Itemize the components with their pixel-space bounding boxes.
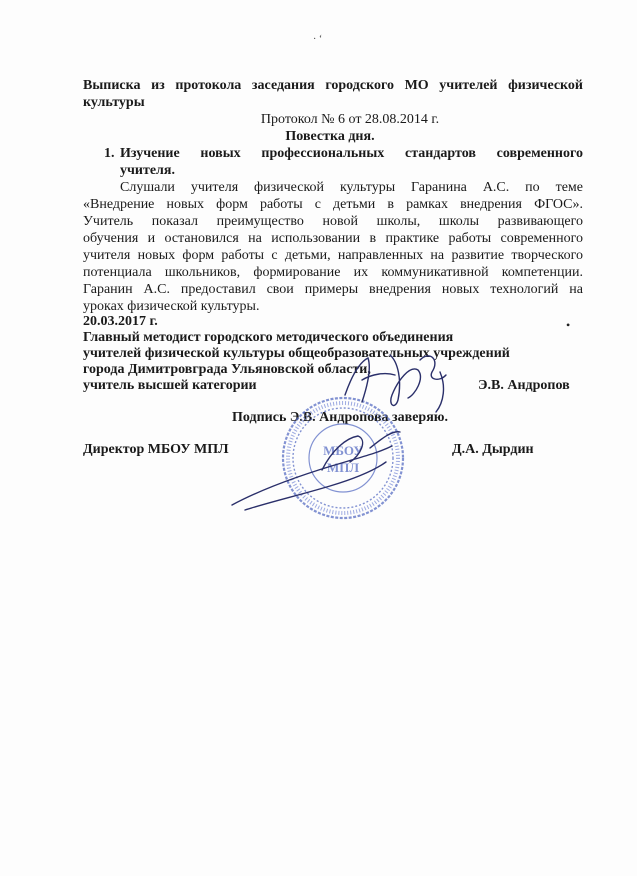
header-line-2: культуры: [83, 95, 145, 110]
scan-speck: •: [566, 318, 571, 332]
body-line: Слушали учителя физической культуры Гаранина А.С. по теме: [120, 180, 583, 195]
director-name: Д.А. Дырдин: [452, 442, 534, 457]
certification-text: Подпись Э.В. Андропова заверяю.: [232, 410, 448, 425]
scan-speck: · ‘: [313, 34, 323, 45]
signatory-line-3: города Димитровграда Ульяновской области,: [83, 362, 371, 377]
header-line-1: Выписка из протокола заседания городского МО учителей физической: [83, 78, 583, 93]
document-date: 20.03.2017 г.: [83, 314, 158, 329]
agenda-title: Повестка дня.: [285, 129, 375, 144]
agenda-item-line-2: учителя.: [120, 163, 175, 178]
signatory-line-2: учителей физической культуры общеобразовательных учреждений: [83, 346, 510, 361]
body-line: потенциала школьников, формирование их коммуникативной компетенции.: [83, 265, 583, 280]
director-title: Директор МБОУ МПЛ: [83, 442, 229, 457]
signatory-line-4: учитель высшей категории: [83, 378, 257, 393]
agenda-item-number: 1.: [104, 146, 115, 161]
signature-dyrdin: [232, 432, 400, 510]
body-line: Учитель показал преимущество новой школы, школы развивающего: [83, 214, 583, 229]
signatory-name: Э.В. Андропов: [478, 378, 570, 393]
body-line: Гаранин А.С. предоставил свои примеры внедрения новых технологий на: [83, 282, 583, 297]
body-line: обучения и остановился на использовании в практике работы современного: [83, 231, 583, 246]
body-line: учителя новых форм работы с детьми, направленных на развитие творческого: [83, 248, 583, 263]
stamp-text-line-2: МПЛ: [326, 460, 360, 475]
body-line: «Внедрение новых форм работы с детьми в рамках внедрения ФГОС».: [83, 197, 583, 212]
agenda-item-line-1: Изучение новых профессиональных стандартов современного: [120, 146, 583, 161]
protocol-title: Протокол № 6 от 28.08.2014 г.: [260, 112, 440, 127]
body-line: уроках физической культуры.: [83, 299, 260, 314]
stamp-text-line-1: МБОУ: [323, 443, 363, 458]
signatory-line-1: Главный методист городского методического объединения: [83, 330, 454, 345]
